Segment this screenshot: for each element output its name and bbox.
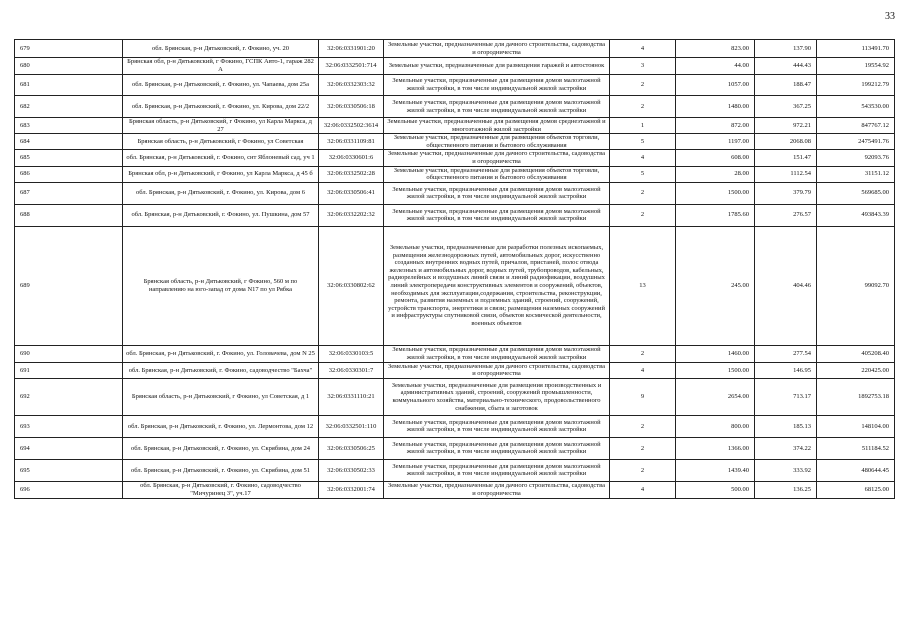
cadastral-number-cell: 32:06:0330506:18 (319, 96, 384, 118)
page-number: 33 (885, 11, 895, 22)
cadastral-value-cell: 148104.00 (817, 415, 895, 437)
use-group-cell: 4 (610, 40, 676, 58)
address-cell: обл. Брянская, р-н Дятьковский, г. Фокино, ул. Чапаева, дом 25а (123, 75, 319, 96)
cadastral-number-cell: 32:06:0330601:6 (319, 150, 384, 166)
table-row (15, 415, 895, 437)
cadastral-number-cell: 32:06:0330506:25 (319, 437, 384, 459)
table-row (15, 362, 895, 378)
row-number-cell: 688 (15, 204, 123, 226)
row-number-cell: 687 (15, 182, 123, 204)
use-group-cell: 2 (610, 437, 676, 459)
land-use-purpose-cell: Земельные участки, предназначенные для размещения производственных и административных зданий, строений, сооружений промышленности, коммунального хозяйства, материально-технического, продовольственного снабжения, сбыта и заготовок (384, 378, 610, 415)
specific-value-cell: 137.90 (755, 40, 817, 58)
use-group-cell: 5 (610, 134, 676, 150)
area-cell: 245.00 (676, 226, 755, 345)
row-number-cell: 679 (15, 40, 123, 58)
land-use-purpose-cell: Земельные участки, предназначенные для дачного строительства, садоводства и огородничества (384, 481, 610, 498)
cadastral-value-cell: 480644.45 (817, 459, 895, 481)
use-group-cell: 2 (610, 204, 676, 226)
area-cell: 800.00 (676, 415, 755, 437)
cadastral-number-cell: 32:06:0332501:110 (319, 415, 384, 437)
area-cell: 28.00 (676, 166, 755, 182)
row-number-cell: 695 (15, 459, 123, 481)
area-cell: 1460.00 (676, 345, 755, 362)
land-use-purpose-cell: Земельные участки, предназначенные для размещения объектов торговли, общественного питания и бытового обслуживания (384, 134, 610, 150)
row-number-cell: 683 (15, 118, 123, 134)
land-use-purpose-cell: Земельные участки, предназначенные для размещения домов малоэтажной жилой застройки, в том числе индивидуальной жилой застройки (384, 75, 610, 96)
specific-value-cell: 2068.08 (755, 134, 817, 150)
cadastral-value-cell: 2475491.76 (817, 134, 895, 150)
specific-value-cell: 277.54 (755, 345, 817, 362)
cadastral-value-cell: 31151.12 (817, 166, 895, 182)
land-use-purpose-cell: Земельные участки, предназначенные для разработки полезных ископаемых, размещения железнодорожных путей, автомобильных дорог, искусственно созданных внутренних водных путей, причалов, пристаней, полос отвода железных и автомобильных дорог, водных путей, трубопроводов, кабельных, радиорелейных и воздушных линий связи и линий радиофикации, воздушных линий электропередачи конструктивных элементов и сооружений, объектов, необходимых для эксплуатации,содержания, строительства, реконструкции, ремонта, развития наземных и подземных зданий, строений, сооружений, устройств транспорта, энергетики и связи; размещения наземных сооружений и инфраструктуры спутниковой связи, объектов космической деятельности, военных объектов (384, 226, 610, 345)
address-cell: обл. Брянская, р-н Дятьковский, г. Фокино, ул. Кирова, дом 6 (123, 182, 319, 204)
area-cell: 1057.00 (676, 75, 755, 96)
address-cell: обл. Брянская, р-н Дятьковский, г. Фокино, ул. Скрябина, дом 51 (123, 459, 319, 481)
row-number-cell: 693 (15, 415, 123, 437)
cadastral-number-cell: 32:06:0332202:32 (319, 204, 384, 226)
cadastral-value-cell: 511184.52 (817, 437, 895, 459)
land-use-purpose-cell: Земельные участки, предназначенные для размещения домов малоэтажной жилой застройки, в том числе индивидуальной жилой застройки (384, 437, 610, 459)
table-row (15, 345, 895, 362)
land-use-purpose-cell: Земельные участки, предназначенные для дачного строительства, садоводства и огородничества (384, 150, 610, 166)
table-row (15, 166, 895, 182)
specific-value-cell: 1112.54 (755, 166, 817, 182)
table-row (15, 150, 895, 166)
use-group-cell: 2 (610, 459, 676, 481)
row-number-cell: 689 (15, 226, 123, 345)
cadastral-number-cell: 32:06:0330301:7 (319, 362, 384, 378)
address-cell: обл. Брянская, р-н Дятьковский, г. Фокино, снт Яблоневый сад, уч 1 (123, 150, 319, 166)
address-cell: обл. Брянская, р-н Дятьковский, г. Фокино, уч. 20 (123, 40, 319, 58)
cadastral-value-cell: 493843.39 (817, 204, 895, 226)
address-cell: обл. Брянская, р-н Дятьковский, г. Фокино, ул. Пушкина, дом 57 (123, 204, 319, 226)
specific-value-cell: 404.46 (755, 226, 817, 345)
address-cell: Брянская обл, р-н Дятьковский, г Фокино, ул Карла Маркса, д 45 б (123, 166, 319, 182)
cadastral-number-cell: 32:06:0330802:62 (319, 226, 384, 345)
cadastral-number-cell: 32:06:0332303:32 (319, 75, 384, 96)
use-group-cell: 2 (610, 96, 676, 118)
area-cell: 44.00 (676, 58, 755, 75)
specific-value-cell: 333.92 (755, 459, 817, 481)
table-row (15, 182, 895, 204)
cadastral-value-cell: 113491.70 (817, 40, 895, 58)
use-group-cell: 2 (610, 415, 676, 437)
land-use-purpose-cell: Земельные участки, предназначенные для размещения домов малоэтажной жилой застройки, в том числе индивидуальной жилой застройки (384, 415, 610, 437)
use-group-cell: 3 (610, 58, 676, 75)
address-cell: Брянская обл, р-н Дятьковский, г Фокино, ГСПК Авто-1, гараж 282 А (123, 58, 319, 75)
address-cell: Брянская область, р-н Дятьковский, г Фокино, ул Карла Маркса, д 27 (123, 118, 319, 134)
table-row (15, 58, 895, 75)
use-group-cell: 2 (610, 182, 676, 204)
area-cell: 823.00 (676, 40, 755, 58)
use-group-cell: 2 (610, 345, 676, 362)
specific-value-cell: 136.25 (755, 481, 817, 498)
cadastral-value-cell: 99092.70 (817, 226, 895, 345)
use-group-cell: 4 (610, 481, 676, 498)
cadastral-number-cell: 32:06:0330103:5 (319, 345, 384, 362)
area-cell: 1480.00 (676, 96, 755, 118)
use-group-cell: 9 (610, 378, 676, 415)
table-row (15, 75, 895, 96)
address-cell: обл. Брянская, р-н Дятьковский, г. Фокино, ул. Лермонтова, дом 12 (123, 415, 319, 437)
table-row (15, 481, 895, 498)
area-cell: 1500.00 (676, 362, 755, 378)
cadastral-number-cell: 32:06:0332001:74 (319, 481, 384, 498)
specific-value-cell: 276.57 (755, 204, 817, 226)
table-body (15, 40, 895, 499)
cadastral-value-cell: 199212.79 (817, 75, 895, 96)
row-number-cell: 686 (15, 166, 123, 182)
area-cell: 1197.00 (676, 134, 755, 150)
table-row (15, 118, 895, 134)
cadastral-number-cell: 32:06:0332502:28 (319, 166, 384, 182)
specific-value-cell: 374.22 (755, 437, 817, 459)
cadastral-value-cell: 1892753.18 (817, 378, 895, 415)
land-use-purpose-cell: Земельные участки, предназначенные для размещения домов малоэтажной жилой застройки, в том числе индивидуальной жилой застройки (384, 204, 610, 226)
area-cell: 1366.00 (676, 437, 755, 459)
address-cell: обл. Брянская, р-н Дятьковский, г. Фокино, ул. Кирова, дом 22/2 (123, 96, 319, 118)
table-row (15, 204, 895, 226)
area-cell: 1785.60 (676, 204, 755, 226)
address-cell: обл. Брянская, р-н Дятьковский, г. Фокино, ул. Головачева, дом N 25 (123, 345, 319, 362)
cadastral-value-cell: 220425.00 (817, 362, 895, 378)
address-cell: Брянская область, р-н Дятьковский, г Фокино, ул Советская, д 1 (123, 378, 319, 415)
land-use-purpose-cell: Земельные участки, предназначенные для дачного строительства, садоводства и огородничества (384, 362, 610, 378)
cadastral-value-cell: 543530.00 (817, 96, 895, 118)
cadastral-value-table (14, 39, 895, 499)
area-cell: 1500.00 (676, 182, 755, 204)
cadastral-value-cell: 569685.00 (817, 182, 895, 204)
use-group-cell: 1 (610, 118, 676, 134)
address-cell: Брянская область, р-н Дятьковский, г Фокино, ул Советская (123, 134, 319, 150)
specific-value-cell: 146.95 (755, 362, 817, 378)
land-use-purpose-cell: Земельные участки, предназначенные для дачного строительства, садоводства и огородничества (384, 40, 610, 58)
row-number-cell: 681 (15, 75, 123, 96)
specific-value-cell: 188.47 (755, 75, 817, 96)
land-use-purpose-cell: Земельные участки, предназначенные для размещения домов малоэтажной жилой застройки, в том числе индивидуальной жилой застройки (384, 96, 610, 118)
table-row (15, 226, 895, 345)
land-use-purpose-cell: Земельные участки, предназначенные для размещения домов среднеэтажной и многоэтажной жилой застройки (384, 118, 610, 134)
row-number-cell: 682 (15, 96, 123, 118)
cadastral-value-cell: 847767.12 (817, 118, 895, 134)
row-number-cell: 692 (15, 378, 123, 415)
row-number-cell: 685 (15, 150, 123, 166)
address-cell: обл. Брянская, р-н Дятьковский, г. Фокино, садоводчество "Бахча" (123, 362, 319, 378)
area-cell: 872.00 (676, 118, 755, 134)
table-row (15, 134, 895, 150)
specific-value-cell: 379.79 (755, 182, 817, 204)
land-use-purpose-cell: Земельные участки, предназначенные для размещения домов малоэтажной жилой застройки, в том числе индивидуальной жилой застройки (384, 182, 610, 204)
use-group-cell: 2 (610, 75, 676, 96)
table-row (15, 378, 895, 415)
cadastral-value-cell: 68125.00 (817, 481, 895, 498)
specific-value-cell: 367.25 (755, 96, 817, 118)
table-row (15, 96, 895, 118)
land-use-purpose-cell: Земельные участки, предназначенные для размещения объектов торговли, общественного питания и бытового обслуживания (384, 166, 610, 182)
cadastral-number-cell: 32:06:0330506:41 (319, 182, 384, 204)
specific-value-cell: 972.21 (755, 118, 817, 134)
address-cell: обл. Брянская, р-н Дятьковский, г. Фокино, садоводчество "Мичуринец 3", уч.17 (123, 481, 319, 498)
land-use-purpose-cell: Земельные участки, предназначенные для размещения домов малоэтажной жилой застройки, в том числе индивидуальной жилой застройки (384, 459, 610, 481)
use-group-cell: 5 (610, 166, 676, 182)
use-group-cell: 4 (610, 362, 676, 378)
row-number-cell: 680 (15, 58, 123, 75)
land-use-purpose-cell: Земельные участки, предназначенные для размещения гаражей и автостоянок (384, 58, 610, 75)
cadastral-number-cell: 32:06:0331110:21 (319, 378, 384, 415)
area-cell: 1439.40 (676, 459, 755, 481)
area-cell: 500.00 (676, 481, 755, 498)
cadastral-value-cell: 405208.40 (817, 345, 895, 362)
row-number-cell: 684 (15, 134, 123, 150)
row-number-cell: 694 (15, 437, 123, 459)
specific-value-cell: 185.13 (755, 415, 817, 437)
address-cell: Брянская область, р-н Дятьковский, г Фокино, 560 м по направлению на юго-запад от дома N17 по ул Рябка (123, 226, 319, 345)
cadastral-number-cell: 32:06:0332502:3614 (319, 118, 384, 134)
land-use-purpose-cell: Земельные участки, предназначенные для размещения домов малоэтажной жилой застройки, в том числе индивидуальной жилой застройки (384, 345, 610, 362)
specific-value-cell: 713.17 (755, 378, 817, 415)
use-group-cell: 13 (610, 226, 676, 345)
row-number-cell: 691 (15, 362, 123, 378)
cadastral-number-cell: 32:06:0331901:20 (319, 40, 384, 58)
table-row (15, 40, 895, 58)
specific-value-cell: 151.47 (755, 150, 817, 166)
cadastral-number-cell: 32:06:0330502:33 (319, 459, 384, 481)
cadastral-number-cell: 32:06:0331109:81 (319, 134, 384, 150)
cadastral-value-cell: 92093.76 (817, 150, 895, 166)
row-number-cell: 690 (15, 345, 123, 362)
area-cell: 608.00 (676, 150, 755, 166)
area-cell: 2654.00 (676, 378, 755, 415)
table-row (15, 459, 895, 481)
table-row (15, 437, 895, 459)
row-number-cell: 696 (15, 481, 123, 498)
cadastral-value-cell: 19554.92 (817, 58, 895, 75)
specific-value-cell: 444.43 (755, 58, 817, 75)
use-group-cell: 4 (610, 150, 676, 166)
cadastral-number-cell: 32:06:0332501:714 (319, 58, 384, 75)
address-cell: обл. Брянская, р-н Дятьковский, г. Фокино, ул. Скрябина, дом 24 (123, 437, 319, 459)
